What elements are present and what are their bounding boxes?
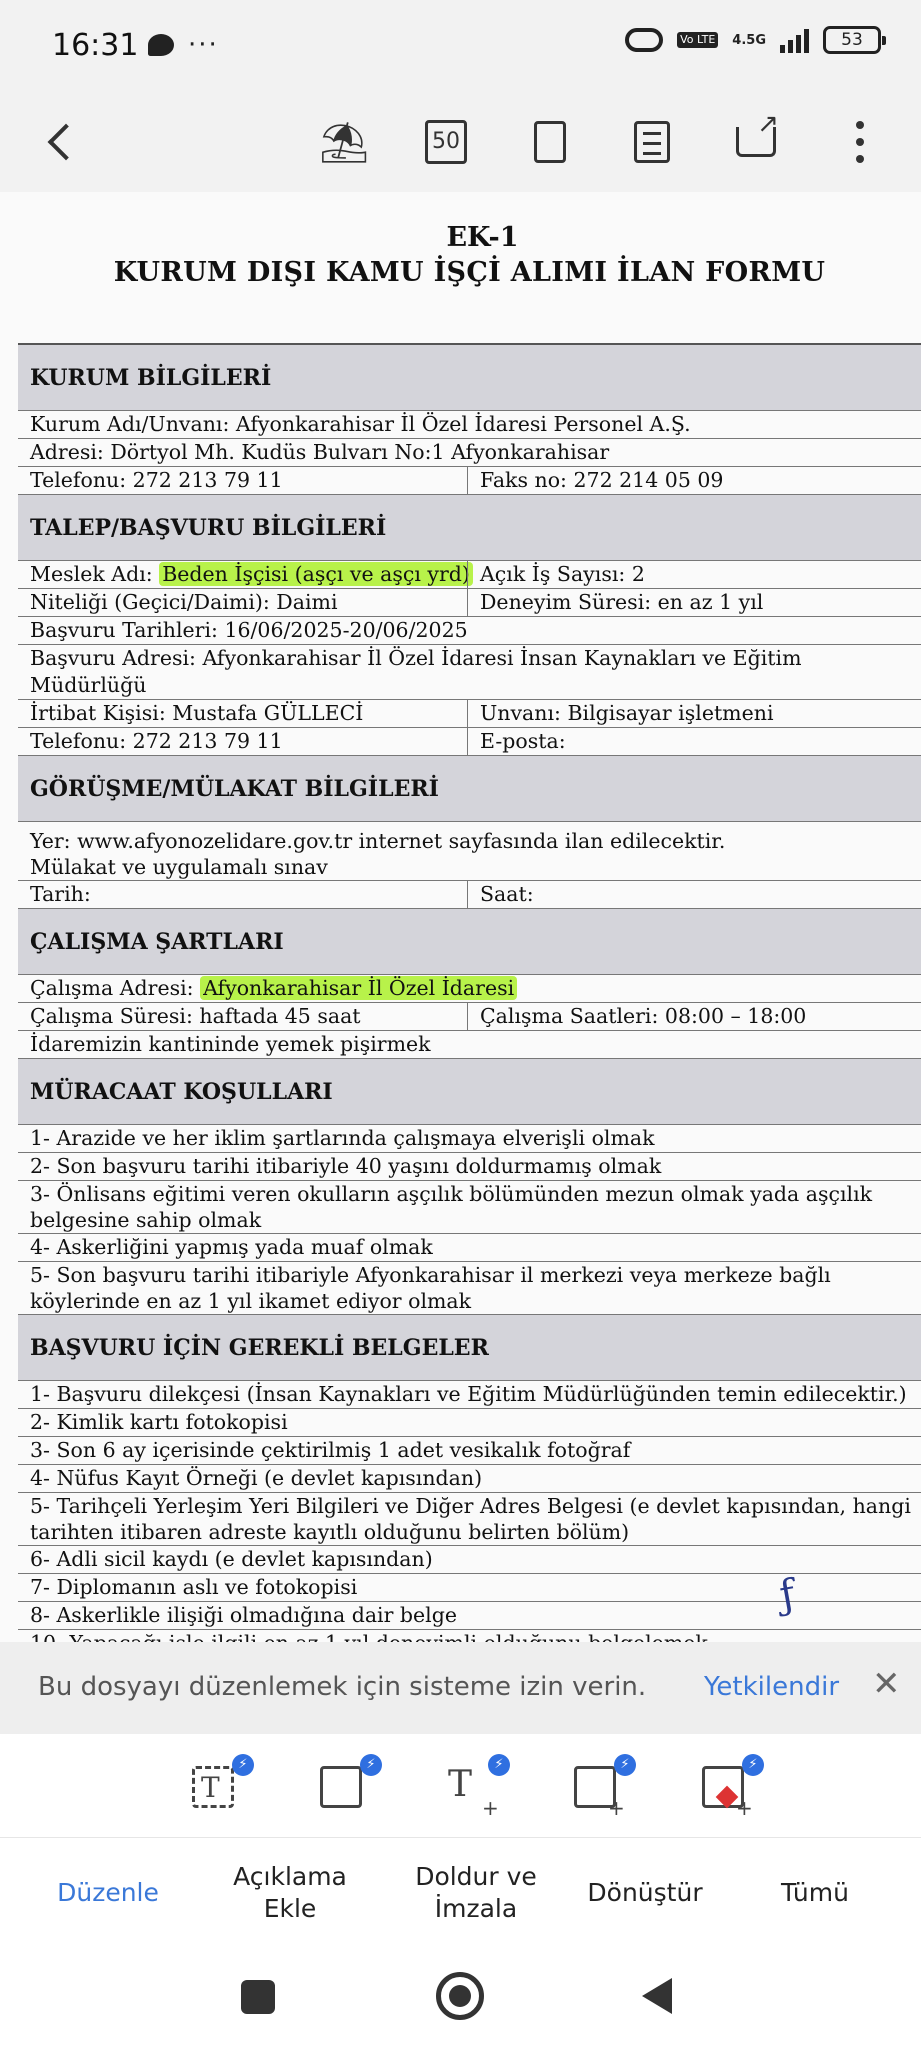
plus-icon: + xyxy=(482,1796,499,1820)
belge-item: 2- Kimlik kartı fotokopisi xyxy=(30,1410,288,1434)
table-row xyxy=(18,1465,921,1493)
battery-icon: 53 xyxy=(823,26,881,54)
muracaat-item: 5- Son başvuru tarihi itibariyle Afyonkarahisar il merkezi veya merkeze bağlı köylerinde en az 1 yıl ikamet ediyor olmak xyxy=(30,1263,831,1313)
basvuru-adresi: Başvuru Adresi: Afyonkarahisar İl Özel İdaresi İnsan Kaynakları ve Eğitim Müdürlüğü xyxy=(30,646,802,697)
permission-banner xyxy=(0,1642,921,1734)
belge-item: 5- Tarihçeli Yerleşim Yeri Bilgileri ve Diğer Adres Belgesi (e devlet kapısından, hangi tarihten itibaren adreste kayıtlı olduğunu belirten bölüm) xyxy=(30,1494,911,1544)
premium-badge-icon: ⚡ xyxy=(360,1754,382,1776)
signal-icon xyxy=(780,27,809,53)
status-bar xyxy=(0,0,921,92)
section-header-gorusme: GÖRÜŞME/MÜLAKAT BİLGİLERİ xyxy=(18,756,921,822)
tab-all[interactable] xyxy=(740,1838,890,1948)
system-icons xyxy=(625,26,881,54)
reader-toolbar xyxy=(0,92,921,192)
premium-badge-icon: ⚡ xyxy=(614,1754,636,1776)
plus-icon: + xyxy=(608,1796,625,1820)
add-page-tool[interactable] xyxy=(696,1756,760,1820)
tab-edit[interactable] xyxy=(30,1838,186,1948)
fullscreen-icon xyxy=(534,121,566,163)
table-row xyxy=(18,1031,921,1059)
table-row xyxy=(18,1437,921,1465)
add-image-tool[interactable] xyxy=(568,1756,632,1820)
gorusme-saat: Saat: xyxy=(467,881,534,908)
section-header-kurum: KURUM BİLGİLERİ xyxy=(18,345,921,411)
belge-item: 8- Askerlikle ilişiği olmadığına dair belge xyxy=(30,1603,457,1627)
unvani: Unvanı: Bilgisayar işletmeni xyxy=(467,700,774,727)
niteligi: Niteliği (Geçici/Daimi): Daimi xyxy=(30,590,338,614)
tab-convert-label: Dönüştür xyxy=(587,1878,703,1907)
table-row xyxy=(18,1153,921,1181)
edit-tools-row xyxy=(0,1734,921,1838)
share-button[interactable] xyxy=(724,110,788,174)
eposta: E-posta: xyxy=(467,728,566,755)
status-time: 16:31 xyxy=(52,28,139,63)
irtibat-kisisi: İrtibat Kişisi: Mustafa GÜLLECİ xyxy=(30,701,364,725)
gorusme-tarih: Tarih: xyxy=(30,882,91,906)
gorusme-tur: Mülakat ve uygulamalı sınav xyxy=(30,855,328,879)
table-row xyxy=(18,822,921,881)
more-options-button[interactable] xyxy=(828,110,892,174)
back-arrow-icon xyxy=(48,124,85,161)
kurum-telefon: Telefonu: 272 213 79 11 xyxy=(30,468,283,492)
table-row xyxy=(18,467,921,495)
eye-comfort-button[interactable] xyxy=(312,110,376,174)
meslek-highlight: Beden İşçisi (aşçı ve aşçı yrd) xyxy=(159,562,473,586)
plus-icon: + xyxy=(736,1796,753,1820)
more-vertical-icon xyxy=(856,121,864,163)
muracaat-item: 3- Önlisans eğitimi veren okulların aşçılık bölümünden mezun olmak yada aşçılık belgesine sahip olmak xyxy=(30,1182,873,1232)
gorusme-detay xyxy=(18,828,921,880)
tab-annotate-label: Açıklama Ekle xyxy=(233,1862,347,1923)
add-text-icon: T xyxy=(448,1764,473,1805)
kurum-adi: Kurum Adı/Unvanı: Afyonkarahisar İl Özel İdaresi Personel A.Ş. xyxy=(30,412,691,436)
basvuru-tarihleri: Başvuru Tarihleri: 16/06/2025-20/06/2025 xyxy=(30,618,468,642)
muracaat-item: 4- Askerliğini yapmış yada muaf olmak xyxy=(30,1235,433,1259)
calisma-adresi xyxy=(18,975,921,1002)
table-row xyxy=(18,1546,921,1574)
table-row xyxy=(18,1125,921,1153)
table-row xyxy=(18,645,921,700)
document-page[interactable] xyxy=(0,192,921,1642)
table-row xyxy=(18,1234,921,1262)
authorize-link[interactable]: Yetkilendir xyxy=(704,1672,840,1702)
acik-is-sayisi: Açık İş Sayısı: 2 xyxy=(467,561,645,588)
belge-item: 6- Adli sicil kaydı (e devlet kapısından) xyxy=(30,1547,433,1571)
close-icon[interactable]: ✕ xyxy=(872,1664,901,1704)
muracaat-item: 2- Son başvuru tarihi itibariyle 40 yaşını doldurmamış olmak xyxy=(30,1154,662,1178)
table-row xyxy=(18,589,921,617)
table-row xyxy=(18,1409,921,1437)
tab-fill-sign[interactable] xyxy=(392,1838,560,1948)
more-notifications-icon: ··· xyxy=(188,30,219,60)
share-icon xyxy=(736,127,776,157)
section-header-talep: TALEP/BAŞVURU BİLGİLERİ xyxy=(18,495,921,561)
document-title: KURUM DIŞI KAMU İŞÇİ ALIMI İLAN FORMU xyxy=(113,257,826,288)
section-header-muracaat: MÜRACAAT KOŞULLARI xyxy=(18,1059,921,1125)
muracaat-item: 1- Arazide ve her iklim şartlarında çalışmaya elverişli olmak xyxy=(30,1126,655,1150)
meslek-label: Meslek Adı: xyxy=(30,562,160,586)
home-button[interactable] xyxy=(436,1972,484,2020)
tab-fill-sign-label: Doldur ve İmzala xyxy=(415,1862,537,1923)
page-number: 50 xyxy=(425,120,467,164)
hotspot-icon xyxy=(625,28,663,52)
table-row xyxy=(18,617,921,645)
system-nav-bar xyxy=(0,1948,921,2048)
table-row xyxy=(18,700,921,728)
table-row xyxy=(18,975,921,1003)
table-row xyxy=(18,1381,921,1409)
table-row xyxy=(18,1493,921,1546)
belge-item: 7- Diplomanın aslı ve fotokopisi xyxy=(30,1575,358,1599)
back-button[interactable] xyxy=(28,110,92,174)
fullscreen-button[interactable] xyxy=(518,110,582,174)
table-row xyxy=(18,1003,921,1031)
edit-text-tool[interactable] xyxy=(186,1756,250,1816)
calisma-adresi-highlight: Afyonkarahisar İl Özel İdaresi xyxy=(200,976,517,1000)
add-text-tool[interactable] xyxy=(442,1756,506,1820)
document-code: EK-1 xyxy=(446,222,519,253)
talep-telefon: Telefonu: 272 213 79 11 xyxy=(30,729,283,753)
reading-mode-icon xyxy=(634,121,670,163)
table-row xyxy=(18,1181,921,1234)
table-row xyxy=(18,561,921,589)
meslek-adi xyxy=(18,561,470,588)
reading-mode-button[interactable] xyxy=(620,110,684,174)
calisma-isi: İdaremizin kantininde yemek pişirmek xyxy=(30,1032,431,1056)
kurum-adres: Adresi: Dörtyol Mh. Kudüs Bulvarı No:1 Afyonkarahisar xyxy=(30,440,610,464)
table-row xyxy=(18,411,921,439)
network-type: 4.5G xyxy=(732,32,766,48)
kurum-faks: Faks no: 272 214 05 09 xyxy=(467,467,723,494)
edit-image-tool[interactable] xyxy=(314,1756,378,1816)
calisma-suresi: Çalışma Süresi: haftada 45 saat xyxy=(30,1004,361,1028)
permission-message: Bu dosyayı düzenlemek için sisteme izin verin. xyxy=(38,1672,647,1702)
notification-icons xyxy=(148,30,219,60)
document-content xyxy=(18,192,921,1627)
table-row xyxy=(18,439,921,467)
tab-edit-label: Düzenle xyxy=(57,1878,159,1907)
premium-badge-icon: ⚡ xyxy=(488,1754,510,1776)
edit-text-icon: T xyxy=(192,1766,234,1808)
page-number-button[interactable] xyxy=(414,110,478,174)
bottom-tabs xyxy=(0,1838,921,1948)
message-icon xyxy=(148,34,174,56)
premium-badge-icon: ⚡ xyxy=(742,1754,764,1776)
tab-convert[interactable] xyxy=(570,1838,720,1948)
section-header-belgeler: BAŞVURU İÇİN GEREKLİ BELGELER xyxy=(18,1315,921,1381)
table-row xyxy=(18,881,921,909)
system-back-button[interactable] xyxy=(642,1978,672,2014)
deneyim-suresi: Deneyim Süresi: en az 1 yıl xyxy=(467,589,763,616)
volte-icon: Vo LTE xyxy=(677,32,718,48)
belge-item: 4- Nüfus Kayıt Örneği (e devlet kapısından) xyxy=(30,1466,483,1490)
gorusme-yer: Yer: www.afyonozelidare.gov.tr internet sayfasında ilan edilecektir. xyxy=(30,829,726,853)
belge-item: 3- Son 6 ay içerisinde çektirilmiş 1 adet vesikalık fotoğraf xyxy=(30,1438,631,1462)
calisma-saatleri: Çalışma Saatleri: 08:00 – 18:00 xyxy=(467,1003,806,1030)
section-header-calisma: ÇALIŞMA ŞARTLARI xyxy=(18,909,921,975)
recent-apps-button[interactable] xyxy=(241,1980,275,2014)
tab-all-label: Tümü xyxy=(781,1878,849,1907)
calisma-adresi-label: Çalışma Adresi: xyxy=(30,976,201,1000)
form-table xyxy=(18,343,921,1658)
table-row xyxy=(18,728,921,756)
umbrella-icon: ⛱ xyxy=(318,119,370,166)
belge-item: 1- Başvuru dilekçesi (İnsan Kaynakları ve Eğitim Müdürlüğünden temin edilecektir.) xyxy=(30,1382,907,1406)
table-row xyxy=(18,1262,921,1315)
premium-badge-icon: ⚡ xyxy=(232,1754,254,1776)
edit-image-icon xyxy=(320,1766,362,1808)
tab-annotate[interactable] xyxy=(206,1838,374,1948)
signature-mark: ƒ xyxy=(776,1571,799,1619)
